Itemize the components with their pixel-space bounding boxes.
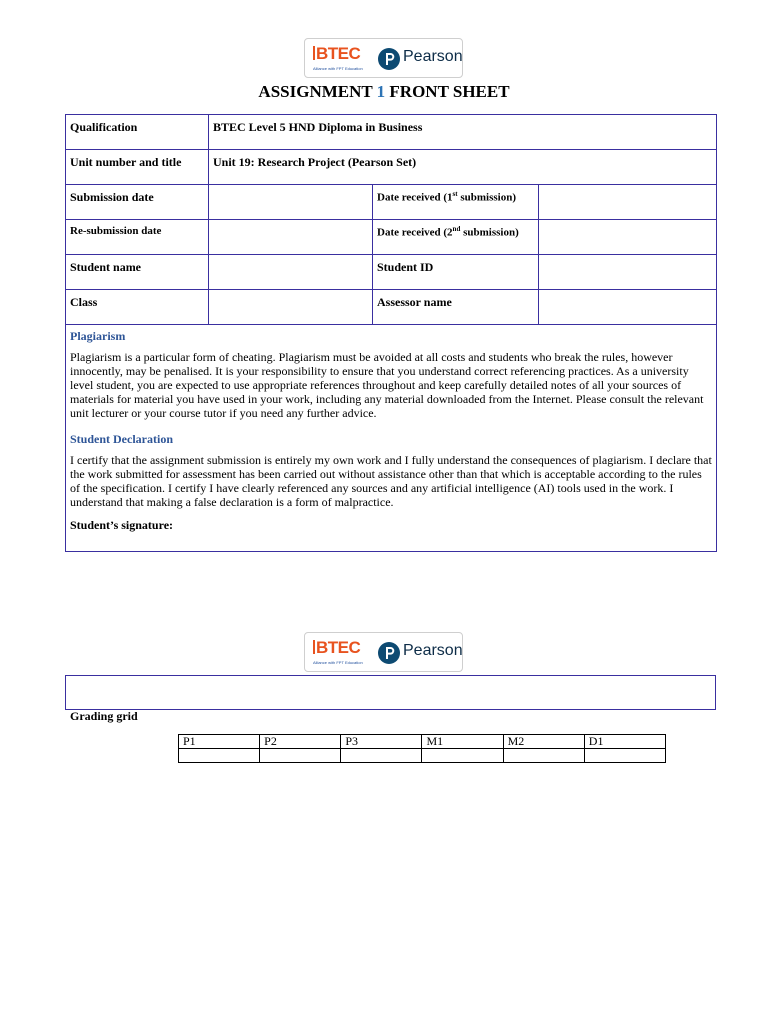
- front-sheet-table: [65, 114, 717, 552]
- pearson-logo-icon: [378, 642, 400, 664]
- assessor-name-label: Assessor name: [373, 290, 539, 325]
- date-received-1-label: Date received (1st submission): [373, 185, 539, 220]
- date-received-2-field[interactable]: [539, 220, 717, 255]
- signature-label: Student’s signature:: [70, 518, 174, 532]
- page-title: ASSIGNMENT 1 FRONT SHEET: [258, 82, 510, 101]
- submission-date-field[interactable]: [209, 185, 373, 220]
- grade-cell-m1[interactable]: [422, 749, 503, 763]
- empty-box: [65, 675, 716, 710]
- pearson-logo-text: Pearson: [403, 642, 463, 659]
- pearson-logo-icon: [378, 48, 400, 70]
- class-field[interactable]: [209, 290, 373, 325]
- student-name-label: Student name: [66, 255, 209, 290]
- student-name-field[interactable]: [209, 255, 373, 290]
- resubmission-date-label: Re-submission date: [66, 220, 209, 255]
- assessor-name-field[interactable]: [539, 290, 717, 325]
- header-logo: [304, 38, 463, 78]
- plagiarism-declaration-cell: [66, 325, 717, 552]
- student-id-label: Student ID: [373, 255, 539, 290]
- qualification-label: Qualification: [66, 115, 209, 150]
- grading-grid-label: Grading grid: [70, 709, 138, 723]
- grade-header-p2: P2: [260, 735, 341, 749]
- date-received-2-label: Date received (2nd submission): [373, 220, 539, 255]
- btec-logo: BTEC: [313, 638, 360, 658]
- pearson-logo-text: Pearson: [403, 48, 463, 65]
- qualification-value: BTEC Level 5 HND Diploma in Business: [209, 115, 717, 150]
- grade-cell-p2[interactable]: [260, 749, 341, 763]
- btec-subtext: Alliance with FPT Education: [313, 66, 363, 71]
- plagiarism-heading: Plagiarism: [70, 329, 126, 343]
- plagiarism-text: Plagiarism is a particular form of cheating. Plagiarism must be avoided at all costs and students who break the rules, however innocently, may be penalised. It is your responsibility to ensure that you understand correct referencing practices. As a university level student, you are expected to use appropriate references throughout and keep carefully detailed notes of all your sources of materials for material you have used in your work, including any material downloaded from the Internet. Please consult the relevant unit lecturer or your course tutor if you need any further advice.: [70, 350, 704, 420]
- btec-logo: BTEC: [313, 44, 360, 64]
- date-received-1-field[interactable]: [539, 185, 717, 220]
- class-label: Class: [66, 290, 209, 325]
- grade-cell-p3[interactable]: [341, 749, 422, 763]
- grade-header-d1: D1: [584, 735, 665, 749]
- declaration-text: I certify that the assignment submission is entirely my own work and I fully understand the consequences of plagiarism. I declare that the work submitted for assessment has been carried out without assistance other than that which is acceptable according to the rules of the specification. I certify I have clearly referenced any sources and any artificial intelligence (AI) tools used in the work. I understand that making a false declaration is a form of malpractice.: [70, 453, 712, 509]
- unit-value: Unit 19: Research Project (Pearson Set): [209, 150, 717, 185]
- declaration-heading: Student Declaration: [70, 432, 173, 446]
- grade-header-m2: M2: [503, 735, 584, 749]
- grade-cell-d1[interactable]: [584, 749, 665, 763]
- grade-cell-p1[interactable]: [179, 749, 260, 763]
- btec-subtext: Alliance with FPT Education: [313, 660, 363, 665]
- page2-logo: [304, 632, 463, 672]
- resubmission-date-field[interactable]: [209, 220, 373, 255]
- grading-grid: [178, 734, 666, 763]
- grade-header-p3: P3: [341, 735, 422, 749]
- grade-header-p1: P1: [179, 735, 260, 749]
- student-id-field[interactable]: [539, 255, 717, 290]
- grade-header-m1: M1: [422, 735, 503, 749]
- submission-date-label: Submission date: [66, 185, 209, 220]
- unit-label: Unit number and title: [66, 150, 209, 185]
- grade-cell-m2[interactable]: [503, 749, 584, 763]
